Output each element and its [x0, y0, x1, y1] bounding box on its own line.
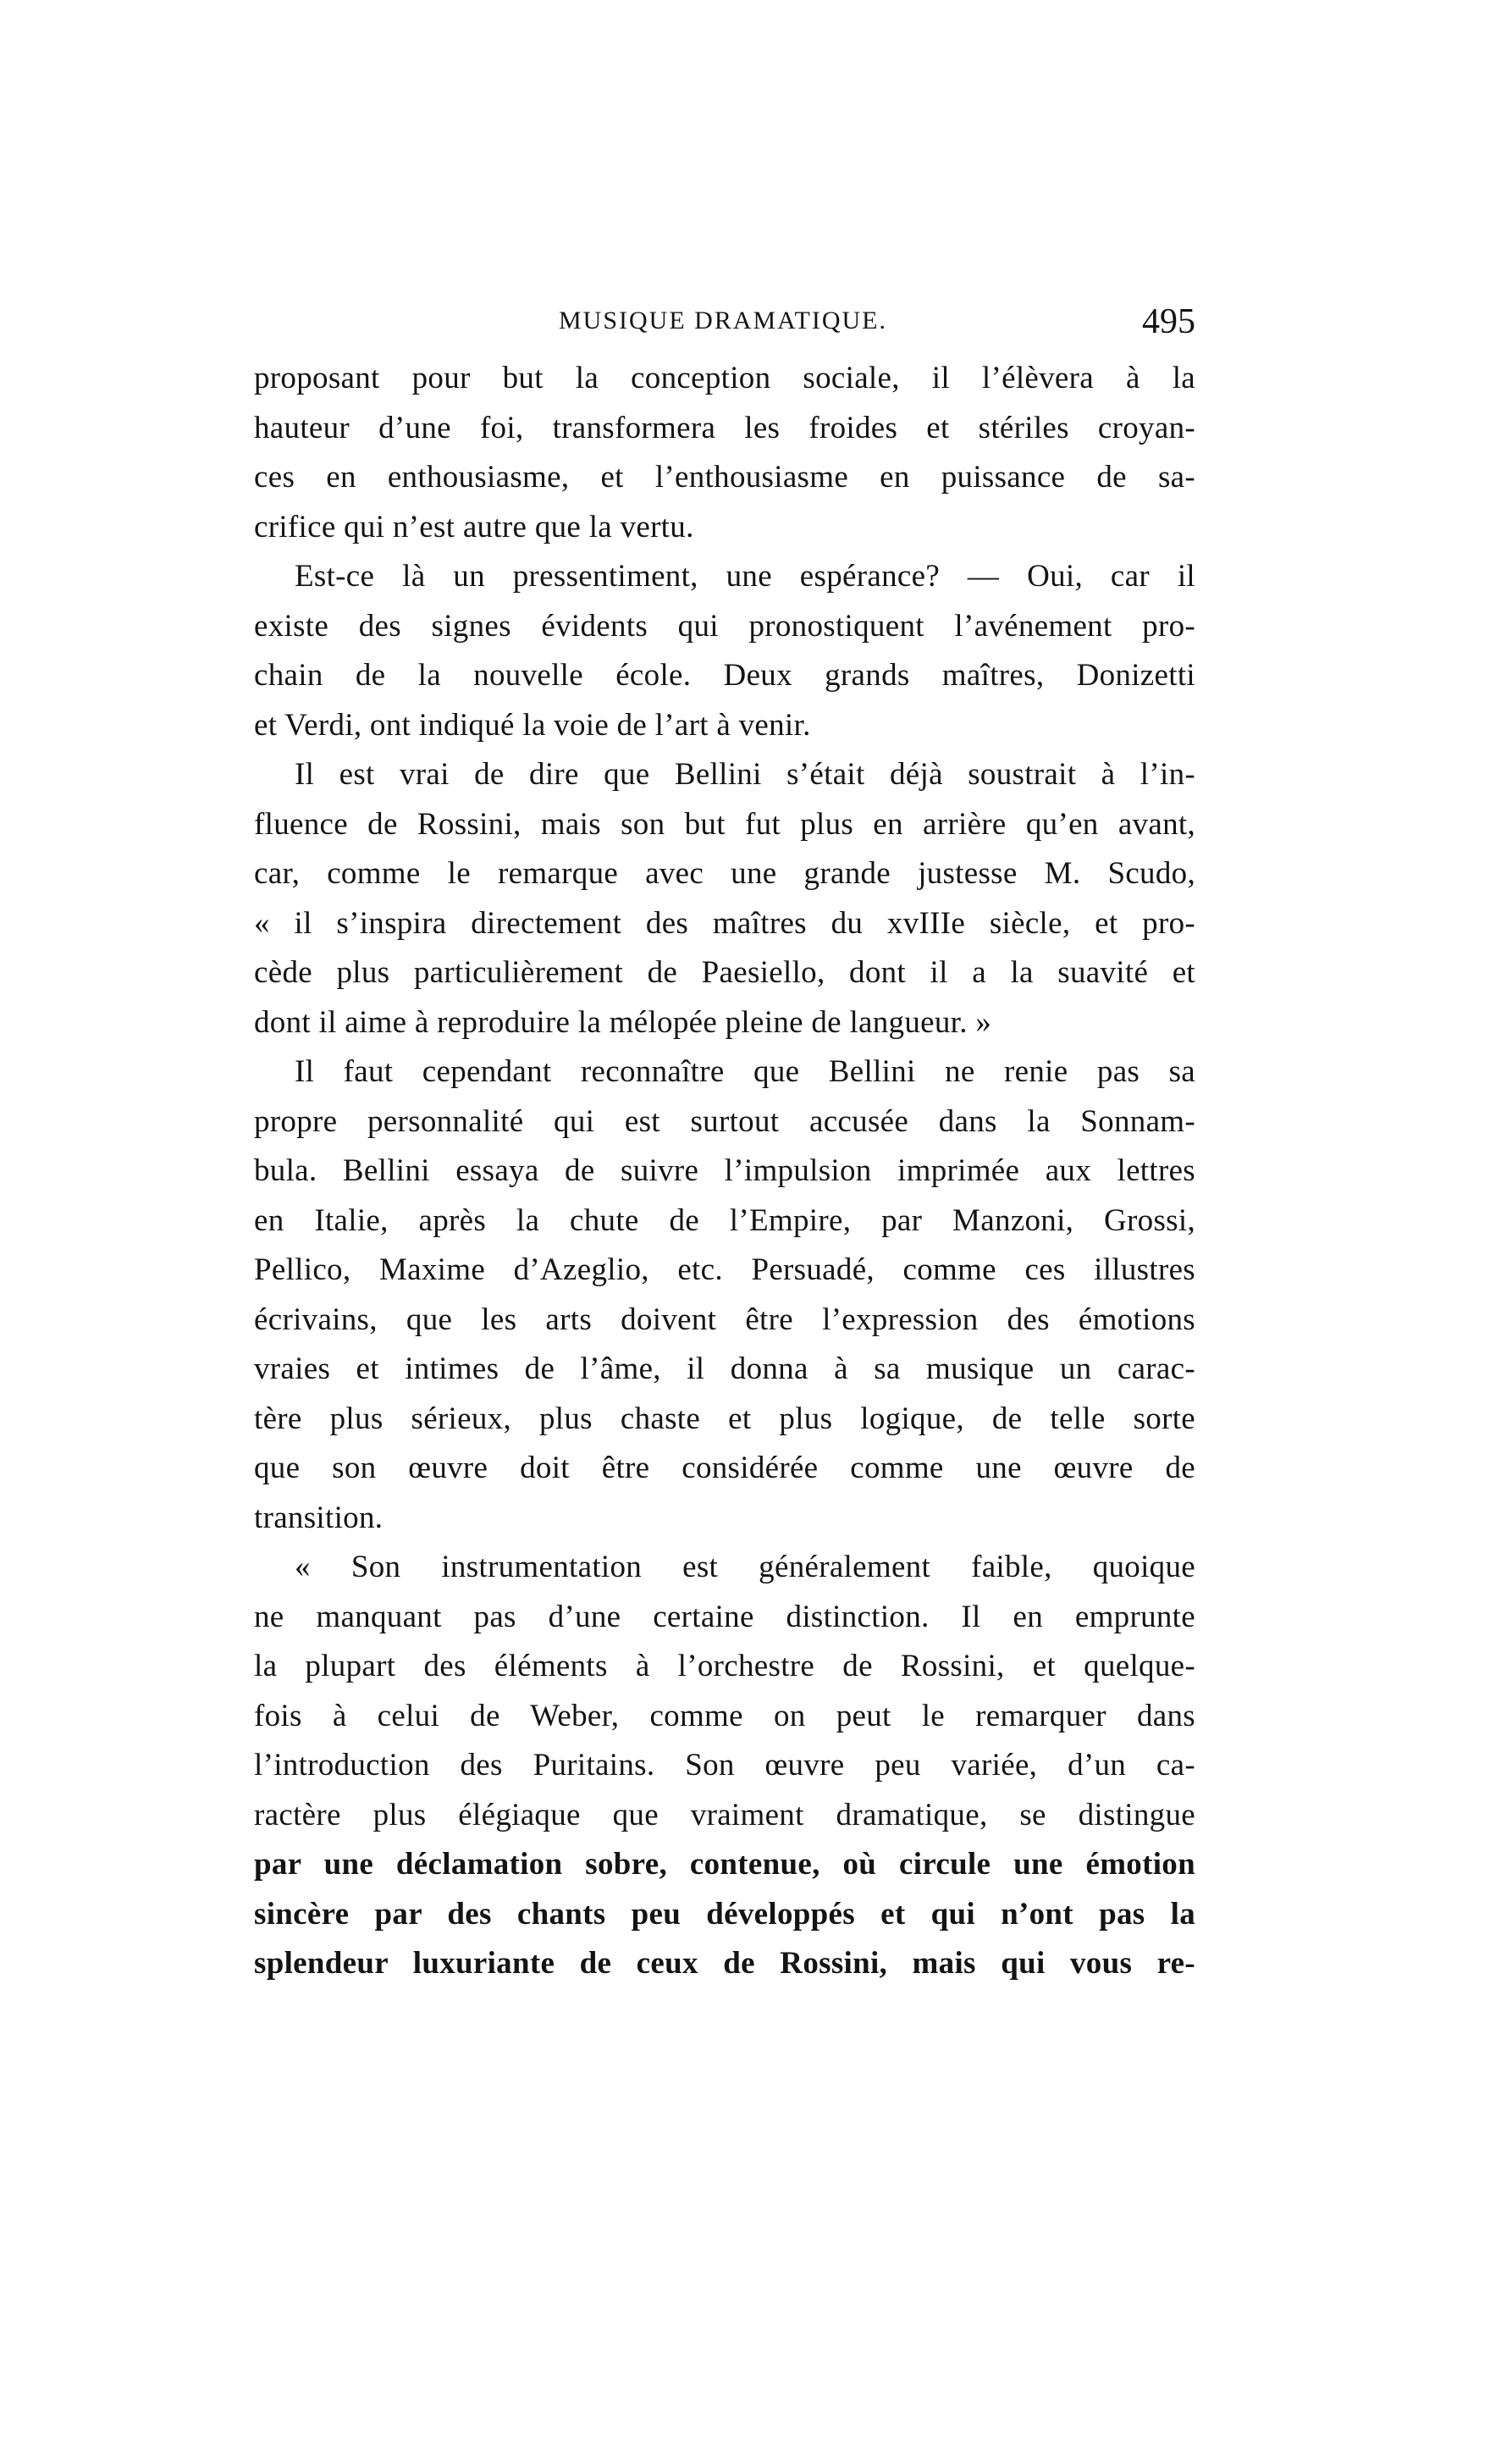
text-line: et Verdi, ont indiqué la voie de l’art à venir.	[254, 707, 811, 743]
page-header	[254, 302, 1195, 349]
text-line: Pellico, Maxime d’Azeglio, etc. Persuadé, comme ces illustres	[254, 1252, 1195, 1287]
body-text	[254, 354, 1195, 1989]
text-line: Est-ce là un pressentiment, une espérance? — Oui, car il	[295, 559, 1195, 594]
text-line: dont il aime à reproduire la mélopée pleine de langueur. »	[254, 1004, 992, 1040]
text-line: ractère plus élégiaque que vraiment dramatique, se distingue	[254, 1797, 1195, 1832]
running-head: MUSIQUE DRAMATIQUE.	[559, 307, 887, 334]
text-line: transition.	[254, 1500, 384, 1535]
text-line: proposant pour but la conception sociale, il l’élèvera à la	[254, 361, 1195, 395]
text-line: car, comme le remarque avec une grande justesse M. Scudo,	[254, 856, 1195, 891]
text-line: écrivains, que les arts doivent être l’expression des émotions	[254, 1302, 1195, 1337]
text-line: ne manquant pas d’une certaine distinction. Il en emprunte	[254, 1599, 1195, 1634]
text-line: par une déclamation sobre, contenue, où circule une émotion	[254, 1847, 1195, 1882]
text-line: l’introduction des Puritains. Son œuvre peu variée, d’un ca-	[254, 1748, 1195, 1783]
text-line: ces en enthousiasme, et l’enthousiasme en puissance de sa-	[254, 460, 1195, 495]
text-line: hauteur d’une foi, transformera les froides et stériles croyan-	[254, 410, 1195, 445]
text-line: la plupart des éléments à l’orchestre de Rossini, et quelque-	[254, 1649, 1195, 1683]
text-line: crifice qui n’est autre que la vertu.	[254, 509, 694, 544]
text-line: Il faut cependant reconnaître que Bellini ne renie pas sa	[295, 1054, 1195, 1089]
text-line: « il s’inspira directement des maîtres du xvIIIe siècle, et pro-	[254, 905, 1195, 941]
text-line: fois à celui de Weber, comme on peut le remarquer dans	[254, 1698, 1195, 1733]
text-line: sincère par des chants peu développés et qui n’ont pas la	[254, 1896, 1195, 1932]
text-line: bula. Bellini essaya de suivre l’impulsion imprimée aux lettres	[254, 1153, 1195, 1188]
text-line: en Italie, après la chute de l’Empire, par Manzoni, Grossi,	[254, 1202, 1195, 1238]
text-line: Il est vrai de dire que Bellini s’était déjà soustrait à l’in-	[295, 757, 1195, 792]
text-line: propre personnalité qui est surtout accusée dans la Sonnam-	[254, 1103, 1195, 1139]
text-line: tère plus sérieux, plus chaste et plus logique, de telle sorte	[254, 1401, 1195, 1436]
text-line: vraies et intimes de l’âme, il donna à sa musique un carac-	[254, 1351, 1195, 1386]
text-line: chain de la nouvelle école. Deux grands maîtres, Donizetti	[254, 658, 1195, 693]
text-line: splendeur luxuriante de ceux de Rossini, mais qui vous re-	[254, 1946, 1195, 1981]
text-line: fluence de Rossini, mais son but fut plus en arrière qu’en avant,	[254, 806, 1195, 842]
page-number: 495	[1142, 302, 1195, 341]
text-line: que son œuvre doit être considérée comme une œuvre de	[254, 1451, 1195, 1485]
text-line: « Son instrumentation est généralement faible, quoique	[295, 1550, 1195, 1584]
text-line: existe des signes évidents qui pronostiquent l’avénement pro-	[254, 608, 1195, 644]
text-line: cède plus particulièrement de Paesiello, dont il a la suavité et	[254, 955, 1195, 990]
